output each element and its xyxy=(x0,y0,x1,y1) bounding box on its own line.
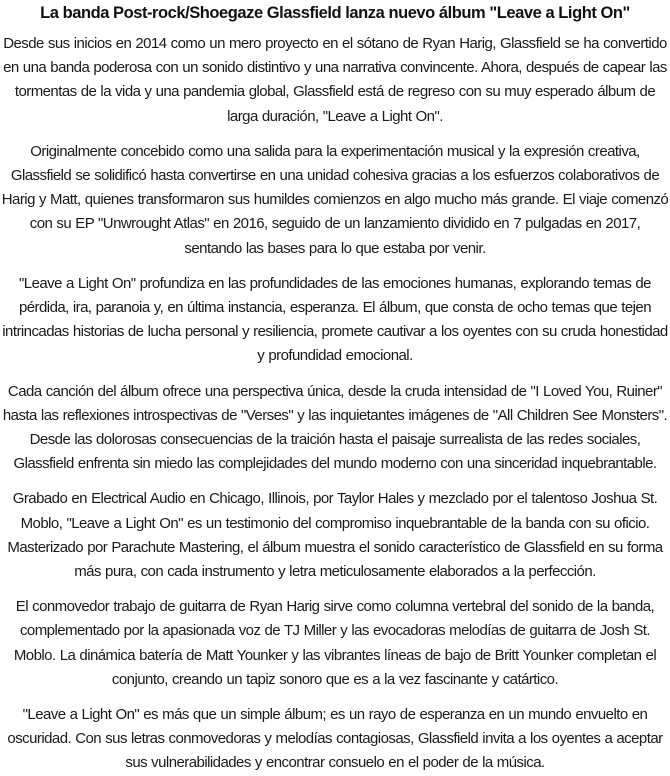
paragraph-conclusion: "Leave a Light On" es más que un simple álbum; es un rayo de esperanza en un mundo envuelto en oscuridad. Con sus letras conmovedoras y melodías contagiosas, Glassfield invita a los oyentes a aceptar sus vulnerabilidades y encontrar consuelo en el poder de la música. xyxy=(7,706,663,772)
article-title: La banda Post-rock/Shoegaze Glassfield lanza nuevo álbum "Leave a Light On" xyxy=(40,4,630,22)
paragraph-origins: Desde sus inicios en 2014 como un mero proyecto en el sótano de Ryan Harig, Glassfield se ha convertido en una banda poderosa con un sonido distintivo y una narrativa convincente. Ahora, después de capear las tormentas de la vida y una pandemia global, Glassfield está de regreso con su muy esperado álbum de larga duración, "Leave a Light On". xyxy=(3,35,667,125)
paragraph-recording: Grabado en Electrical Audio en Chicago, Illinois, por Taylor Hales y mezclado por el talentoso Joshua St. Moblo, "Leave a Light On" es un testimonio del compromiso inquebrantable de la banda con su oficio. Masterizado por Parachute Mastering, el álbum muestra el sonido característico de Glassfield en su forma más pura, con cada instrumento y letra meticulosamente elaborados a la perfección. xyxy=(7,490,663,581)
paragraph-members: El conmovedor trabajo de guitarra de Ryan Harig sirve como columna vertebral del sonido de la banda, complementado por la apasionada voz de TJ Miller y las evocadoras melodías de guitarra de Josh St. Moblo. La dinámica batería de Matt Younker y las vibrantes líneas de bajo de Britt Younker completan el conjunto, creando un tapiz sonoro que es a la vez fascinante y catártico. xyxy=(13,598,657,688)
paragraph-album-themes: "Leave a Light On" profundiza en las profundidades de las emociones humanas, explorando temas de pérdida, ira, paranoia y, en última instancia, esperanza. El álbum, que consta de ocho temas que tejen intrincadas historias de lucha personal y resiliencia, promete cautivar a los oyentes con su cruda honestidad y profundidad emocional. xyxy=(2,274,668,365)
paragraph-songs: Cada canción del álbum ofrece una perspectiva única, desde la cruda intensidad de "I Loved You, Ruiner" hasta las reflexiones introspectivas de "Verses" y las inquietantes imágenes de "All Children See Monsters". Desde las dolorosas consecuencias de la traición hasta el paisaje surrealista de las redes sociales, Glassfield enfrenta sin miedo las complejidades del mundo moderno con una sinceridad inquebrantable. xyxy=(2,382,668,473)
paragraph-history: Originalmente concebido como una salida para la experimentación musical y la expresión creativa, Glassfield se solidificó hasta convertirse en una unidad cohesiva gracias a los esfuerzos colaborativos de Harig y Matt, quienes transformaron sus humildes comienzos en algo mucho más grande. El viaje comenzó con su EP "Unwrought Atlas" en 2016, seguido de un lanzamiento dividido en 7 pulgadas en 2017, sentando las bases para lo que estaba por venir. xyxy=(1,142,669,257)
